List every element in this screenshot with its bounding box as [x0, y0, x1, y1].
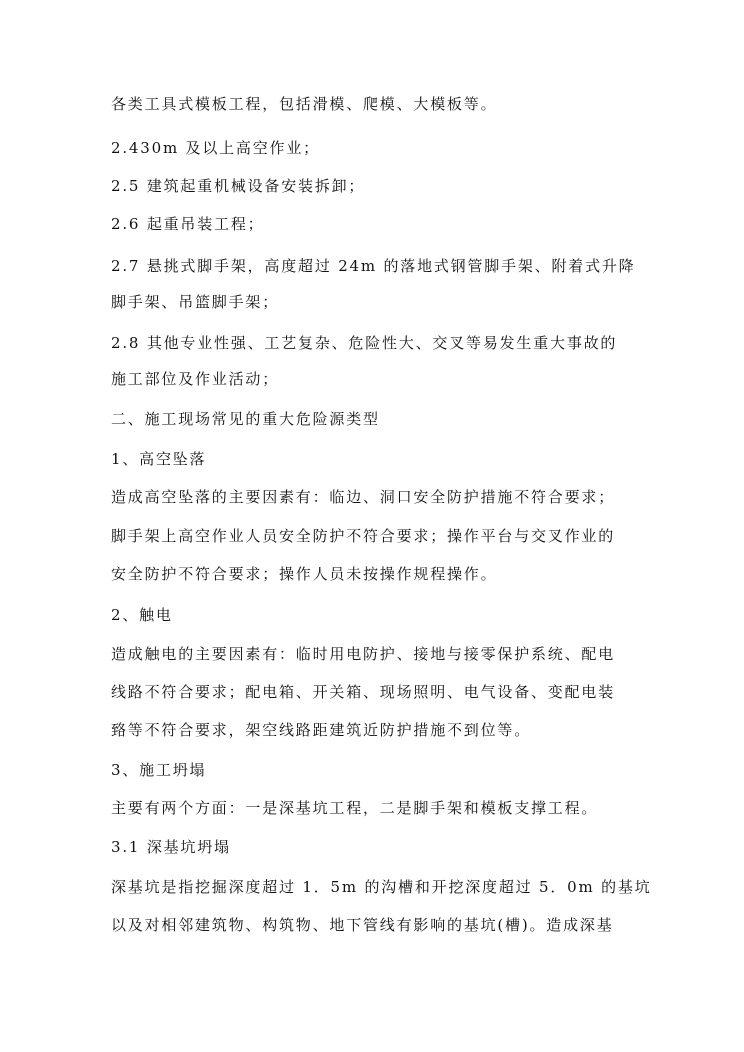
text-line: 各类工具式模板工程，包括滑模、爬模、大模板等。: [111, 95, 498, 113]
text-line: 2.5 建筑起重机械设备安装拆卸；: [111, 177, 366, 195]
text-line: 造成高空坠落的主要因素有：临边、洞口安全防护措施不符合要求；: [111, 488, 616, 506]
text-line: 深基坑是指挖掘深度超过 1．5m 的沟槽和开挖深度超过 5．0m 的基坑: [111, 878, 652, 896]
text-line: 主要有两个方面：一是深基坑工程，二是脚手架和模板支撑工程。: [111, 799, 599, 817]
text-line: 施工部位及作业活动；: [111, 370, 280, 388]
subsection-heading: 3、施工坍塌: [111, 761, 207, 779]
text-line: 安全防护不符合要求；操作人员未按操作规程操作。: [111, 565, 498, 583]
text-line: 脚手架、吊篮脚手架；: [111, 293, 280, 311]
text-line: 脚手架上高空作业人员安全防护不符合要求；操作平台与交叉作业的: [111, 527, 616, 545]
text-line: 线路不符合要求；配电箱、开关箱、现场照明、电气设备、变配电装: [111, 683, 616, 701]
text-line: 造成触电的主要因素有：临时用电防护、接地与接零保护系统、配电: [111, 645, 616, 663]
text-line: 以及对相邻建筑物、构筑物、地下管线有影响的基坑(槽)。造成深基: [111, 916, 614, 934]
text-line: 2.430m 及以上高空作业；: [111, 139, 320, 157]
section-heading: 二、施工现场常见的重大危险源类型: [111, 410, 380, 428]
subsection-heading: 2、触电: [111, 606, 173, 624]
text-line: 2.8 其他专业性强、工艺复杂、危险性大、交叉等易发生重大事故的: [111, 334, 618, 352]
text-line: 2.6 起重吊装工程；: [111, 215, 265, 233]
subsection-heading: 3.1 深基坑坍塌: [111, 838, 231, 856]
subsection-heading: 1、高空坠落: [111, 450, 207, 468]
text-line: 臵等不符合要求，架空线路距建筑近防护措施不到位等。: [111, 721, 532, 739]
text-line: 2.7 悬挑式脚手架，高度超过 24m 的落地式钢管脚手架、附着式升降: [111, 257, 636, 275]
